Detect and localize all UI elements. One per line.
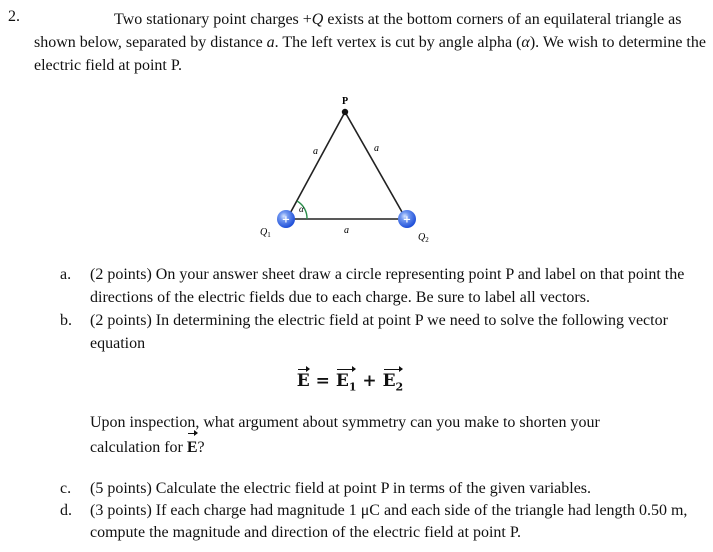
equation-lhs-vector: E — [296, 371, 310, 391]
part-b-text: (2 points) In determining the electric field at point P we need to solve the following vector equation — [90, 312, 668, 352]
charge-q1-sub: 1 — [267, 231, 271, 239]
point-p-dot — [342, 109, 348, 115]
part-d-text: (3 points) If each charge had magnitude 1 μC and each side of the triangle had length 0.50 m, compute the magnitude and direction of the electric field at point P. — [90, 502, 688, 541]
part-d-label: d. — [60, 502, 72, 519]
charge-q2-base: Q — [418, 232, 426, 243]
part-b — [58, 309, 708, 355]
charge-q1-base: Q — [260, 227, 268, 238]
triangle-diagram — [220, 88, 470, 248]
triangle-left-side — [287, 112, 345, 219]
part-c-label: c. — [60, 480, 72, 497]
triangle-right-side — [345, 112, 406, 219]
symmetry-question — [90, 410, 650, 460]
equation-term2-sub: 2 — [395, 380, 404, 394]
part-c — [58, 478, 708, 500]
equation-term2-vector — [383, 371, 404, 393]
part-d — [58, 500, 708, 544]
charge-q2-label — [418, 232, 429, 244]
charge-q1-label — [260, 227, 271, 239]
intro-text-2: exists at the bottom corners of an equilateral triangle as shown below, separated by distance — [34, 11, 682, 51]
equation-term1-vector — [336, 371, 357, 393]
part-a — [58, 263, 708, 309]
intro-text-1: Two stationary point charges + — [114, 11, 312, 28]
charge-q1-sign: + — [281, 214, 291, 226]
intro-text-4: ). We wish to determine the electric field at point P. — [34, 34, 706, 74]
part-a-text: (2 points) On your answer sheet draw a circle representing point P and label on that point the directions of the electric fields due to each charge. Be sure to label all vectors. — [90, 266, 685, 306]
side-bottom-label: a — [344, 225, 349, 236]
vector-equation — [270, 371, 430, 393]
question-intro — [34, 8, 706, 77]
part-a-label: a. — [60, 266, 72, 283]
equation-term1-sub: 1 — [348, 380, 357, 394]
equation-term2-base: E — [382, 371, 396, 391]
charge-q2-sub: 2 — [425, 236, 429, 244]
symmetry-text-before: Upon inspection, what argument about symmetry can you make to shorten your calculation for — [90, 414, 600, 456]
question-number: 2. — [8, 8, 20, 25]
parts-ab-list — [58, 263, 708, 355]
intro-a-symbol: a — [266, 34, 275, 51]
part-b-label: b. — [60, 312, 72, 329]
part-c-text: (5 points) Calculate the electric field at point P in terms of the given variables. — [90, 480, 592, 497]
intro-q-symbol: Q — [311, 11, 324, 28]
side-right-label: a — [374, 143, 379, 154]
equation-equals: = — [309, 371, 336, 391]
symmetry-text-after: ? — [197, 439, 205, 456]
parts-cd-list — [58, 478, 708, 544]
intro-alpha-symbol: α — [521, 34, 530, 51]
angle-alpha-label: α — [299, 204, 304, 214]
point-p-label: P — [341, 96, 349, 107]
equation-term1-base: E — [335, 371, 349, 391]
intro-text-3: . The left vertex is cut by angle alpha ( — [274, 34, 522, 51]
symmetry-vector-e: E — [187, 435, 198, 460]
side-left-label: a — [313, 146, 318, 157]
charge-q2-sign: + — [402, 214, 412, 226]
equation-plus: + — [356, 371, 383, 391]
